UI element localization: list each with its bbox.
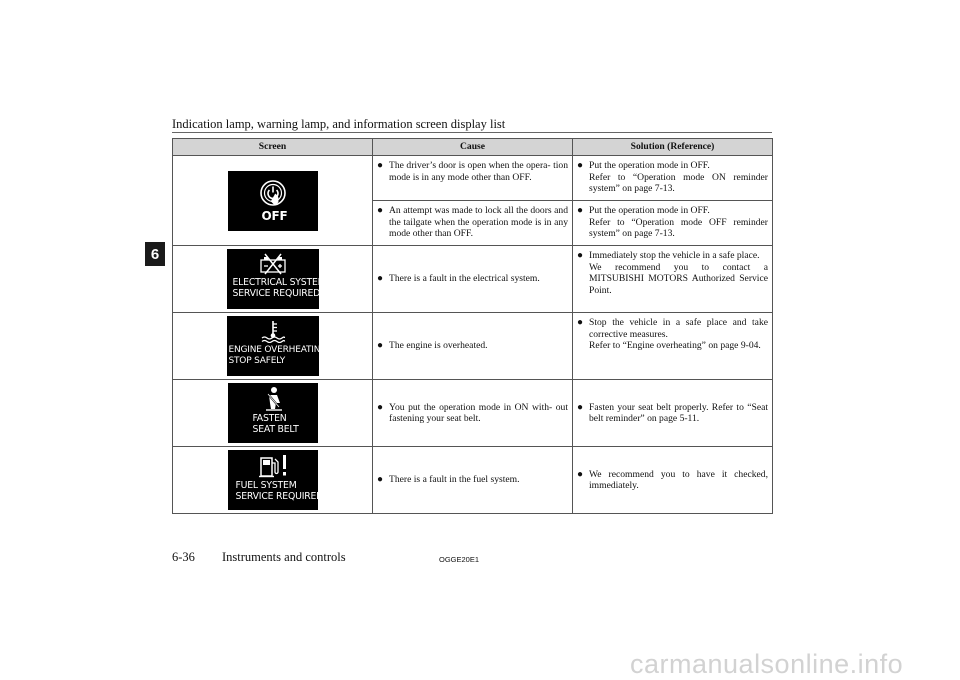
display-screen-fuel <box>228 450 324 510</box>
display-screen-off <box>228 171 318 231</box>
page-number: 6-36 <box>172 550 195 564</box>
battery-warning-icon <box>258 252 288 276</box>
solution-cell: ● Put the operation mode in OFF. Refer to “Operation mode ON reminder system” on page 7-13. <box>573 156 773 201</box>
table-row <box>173 156 773 201</box>
cause-cell: ● The engine is overheated. <box>373 313 573 380</box>
seat-belt-icon <box>262 386 286 412</box>
cause-cell: ● The driver’s door is open when the opera- tion mode is in any mode other than OFF. <box>373 156 573 201</box>
screen-cell <box>173 380 373 447</box>
table-row <box>173 246 773 313</box>
coolant-temperature-icon <box>260 319 286 343</box>
screen-cell <box>173 156 373 246</box>
display-label-line-2: SERVICE REQUIRED <box>232 288 321 299</box>
power-button-off-icon <box>258 178 288 208</box>
table-row <box>173 380 773 447</box>
display-label-line-2: SEAT BELT <box>252 424 299 435</box>
screen-cell <box>173 246 373 313</box>
display-label-line-1: ENGINE OVERHEATING <box>228 345 328 355</box>
page-header: Indication lamp, warning lamp, and information screen display list <box>172 117 506 131</box>
table-header-row <box>173 139 773 156</box>
display-label-line-1: FASTEN <box>252 413 287 424</box>
solution-cell: ● Fasten your seat belt properly. Refer to “Seat belt reminder” on page 5-11. <box>573 380 773 447</box>
display-label-line-2: STOP SAFELY <box>228 356 286 366</box>
cause-cell: ● There is a fault in the fuel system. <box>373 447 573 514</box>
document-code: OGGE20E1 <box>439 555 480 564</box>
display-label-line-2: SERVICE REQUIRED <box>235 491 324 502</box>
solution-cell: ● Immediately stop the vehicle in a safe place. We recommend you to contact a MITSUBISHI MOTORS Authorized Service Point. <box>573 246 773 313</box>
header-rule <box>172 132 772 133</box>
fuel-warning-icon <box>258 453 290 479</box>
table-row <box>173 313 773 380</box>
screen-cell <box>173 313 373 380</box>
column-header-screen: Screen <box>173 139 373 156</box>
table-row <box>173 447 773 514</box>
display-list-table <box>172 138 773 514</box>
screen-cell <box>173 447 373 514</box>
cause-cell: ● There is a fault in the electrical system. <box>373 246 573 313</box>
display-label-line-1: FUEL SYSTEM <box>235 480 297 491</box>
display-label-line-1: ELECTRICAL SYSTEM <box>232 277 326 288</box>
column-header-cause: Cause <box>373 139 573 156</box>
solution-cell: ● We recommend you to have it checked, immediately. <box>573 447 773 514</box>
display-screen-overheating <box>227 316 328 376</box>
display-label-off: OFF <box>261 208 288 223</box>
cause-cell: ● An attempt was made to lock all the doors and the tailgate when the operation mode is in any mode other than OFF. <box>373 201 573 246</box>
solution-cell: ● Put the operation mode in OFF. Refer to “Operation mode OFF reminder system” on page 7-13. <box>573 201 773 246</box>
display-screen-electrical <box>227 249 326 309</box>
section-tab: 6 <box>145 242 165 266</box>
column-header-solution: Solution (Reference) <box>573 139 773 156</box>
watermark: carmanualsonline.info <box>630 649 904 679</box>
cause-cell: ● You put the operation mode in ON with- out fastening your seat belt. <box>373 380 573 447</box>
solution-cell: ● Stop the vehicle in a safe place and take corrective measures. Refer to “Engine overheating” on page 9-04. <box>573 313 773 380</box>
footer-section-title: Instruments and controls <box>222 550 346 564</box>
display-screen-seatbelt <box>228 383 318 443</box>
